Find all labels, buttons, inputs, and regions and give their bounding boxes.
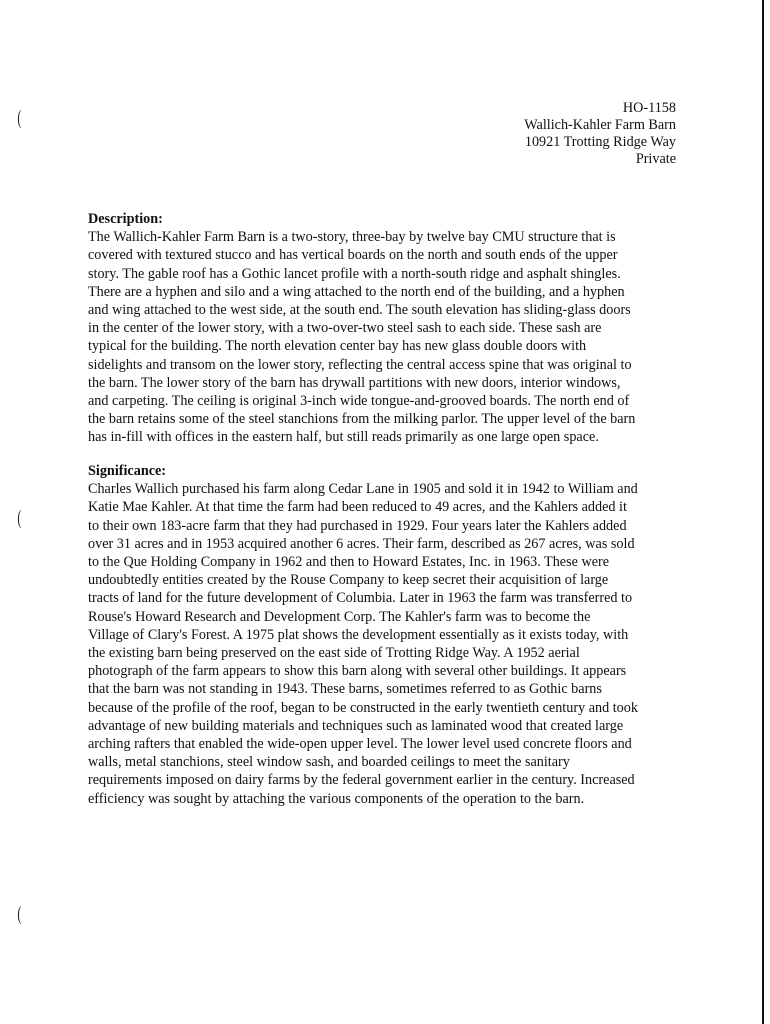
significance-line: advantage of new building materials and techniques such as laminated wood that created large [88,717,624,734]
significance-line: the existing barn being preserved on the east side of Trotting Ridge Way. A 1952 aerial [88,645,580,662]
significance-line: undoubtedly entities created by the Rouse Company to keep secret their acquisition of large [88,572,609,589]
description-line: the barn. The lower story of the barn has drywall partitions with new doors, interior windows, [88,374,621,391]
binder-hole-mark: ( [17,107,22,129]
significance-line: tracts of land for the future development of Columbia. Later in 1963 the farm was transferred to [88,590,633,607]
significance-line: walls, metal stanchions, steel window sash, and boarded ceilings to meet the sanitary [88,754,570,771]
binder-hole-mark: ( [17,507,22,529]
description-body [88,228,680,446]
description-line: the barn retains some of the steel stanchions from the milking parlor. The upper level of the barn [88,411,636,428]
description-line: sidelights and transom on the lower story, reflecting the central access spine that was original to [88,356,632,373]
description-line: and carpeting. The ceiling is original 3-inch wide tongue-and-grooved boards. The north end of [88,393,630,410]
description-line: The Wallich-Kahler Farm Barn is a two-story, three-bay by twelve bay CMU structure that is [88,229,616,246]
property-access: Private [635,151,676,167]
significance-line: Charles Wallich purchased his farm along Cedar Lane in 1905 and sold it in 1942 to William and [88,481,638,498]
significance-body [88,480,680,808]
description-line: story. The gable roof has a Gothic lancet profile with a north-south ridge and asphalt shingles. [88,265,621,282]
significance-line: Rouse's Howard Research and Development Corp. The Kahler's farm was to become the [88,608,591,625]
significance-line: to the Que Holding Company in 1962 and then to Howard Estates, Inc. in 1963. These were [88,554,610,571]
significance-line: efficiency was sought by attaching the various components of the operation to the barn. [88,790,585,807]
description-line: typical for the building. The north elevation center bay has new glass double doors with [88,338,587,355]
description-line: There are a hyphen and silo and a wing attached to the north end of the building, and a hyphen [88,283,625,300]
significance-line: to their own 183-acre farm that they had purchased in 1929. Four years later the Kahlers added [88,517,627,534]
description-line: has in-fill with offices in the eastern half, but still reads primarily as one large open space. [88,429,599,446]
description-section [88,210,680,447]
inventory-number: HO-1158 [622,100,676,116]
significance-line: photograph of the farm appears to show this barn along with several other buildings. It appears [88,663,627,680]
significance-line: requirements imposed on dairy farms by the federal government earlier in the century. Increased [88,772,635,789]
description-line: covered with textured stucco and has vertical boards on the north and south ends of the upper [88,247,618,264]
description-heading: Description: [88,211,163,227]
significance-line: because of the profile of the roof, began to be constructed in the early twentieth century and took [88,699,638,716]
significance-heading: Significance: [88,463,167,479]
description-line: and wing attached to the west side, at the south end. The south elevation has sliding-glass doors [88,302,631,319]
significance-line: Village of Clary's Forest. A 1975 plat shows the development essentially as it exists today, with [88,626,629,643]
significance-line: over 31 acres and in 1953 acquired another 6 acres. Their farm, described as 267 acres, was sold [88,535,635,552]
significance-section [88,462,680,808]
significance-line: arching rafters that enabled the wide-open upper level. The lower level used concrete floors and [88,736,632,753]
significance-line: Katie Mae Kahler. At that time the farm had been reduced to 49 acres, and the Kahlers added it [88,499,627,516]
property-name: Wallich-Kahler Farm Barn [524,117,676,133]
significance-line: that the barn was not standing in 1943. These barns, sometimes referred to as Gothic barns [88,681,602,698]
description-line: in the center of the lower story, with a two-over-two steel sash to each side. These sash are [88,320,602,337]
binder-hole-mark: ( [17,903,22,925]
property-header [524,100,676,168]
property-address: 10921 Trotting Ridge Way [524,134,676,150]
page-edge-line [762,0,764,1024]
